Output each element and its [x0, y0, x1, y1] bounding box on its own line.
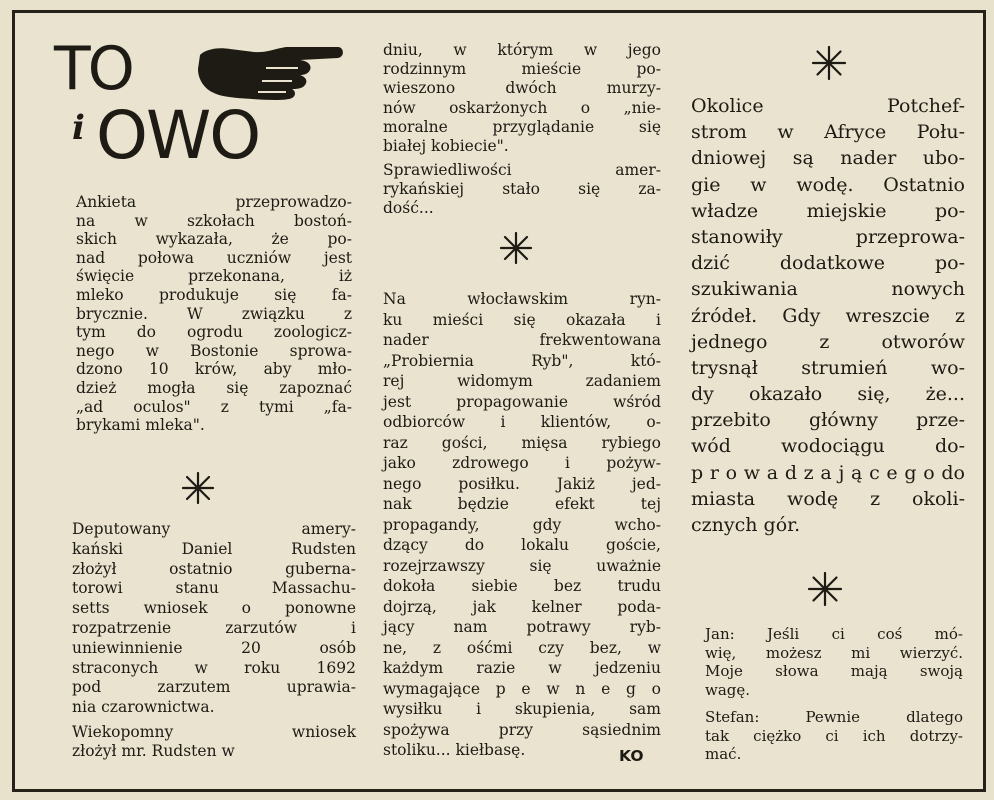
text-line: strom w Afryce Połu-: [691, 121, 965, 144]
asterisk-star-icon: [807, 571, 843, 607]
text-line: trysnął strumień wo-: [691, 356, 965, 379]
text-line: nia czarownictwa.: [72, 698, 215, 717]
paragraph-joke-jan: [705, 625, 963, 699]
text-line: dokoła siebie bez trudu: [383, 577, 661, 595]
text-line: „Probiernia Ryb", któ-: [383, 351, 661, 370]
paragraph-rudsten-motion: [72, 520, 356, 718]
text-line: przebito główny prze-: [691, 409, 965, 432]
paragraph-potchefstroom: [691, 93, 965, 538]
text-line: szukiwania nowych: [691, 278, 965, 301]
text-line: rozejrzawszy się uważnie: [383, 556, 661, 575]
text-line: wymagające p e w n e g o: [383, 679, 661, 698]
text-line: jący nam potrawy ryb-: [383, 618, 661, 636]
text-line: złożył mr. Rudsten w: [72, 742, 235, 760]
text-line: pod zarzutem uprawia-: [72, 678, 356, 697]
text-line: rej widomym zadaniem: [383, 372, 661, 390]
text-line: odbiorców i klientów, o-: [383, 413, 661, 431]
text-line: rykańskiej stało się za-: [383, 180, 661, 199]
masthead-to: TO: [54, 34, 132, 104]
text-line: dzący do lokalu goście,: [383, 536, 661, 554]
text-line: kański Daniel Rudsten: [72, 539, 356, 558]
text-line: setts wniosek o ponowne: [72, 599, 356, 618]
text-line: Ankieta przeprowadzo-: [76, 193, 352, 211]
paragraph-rudsten-continued: [72, 723, 356, 761]
text-line: mleko produkuje się fa-: [76, 285, 352, 304]
newspaper-clipping: [12, 10, 986, 792]
text-line: dojrzą, jak kelner poda-: [383, 597, 661, 616]
text-line: stanowiły przeprowa-: [691, 225, 965, 248]
text-line: jednego z otworów: [691, 330, 965, 353]
text-line: białej kobiecie".: [383, 136, 509, 155]
text-line: moralne przyglądanie się: [383, 117, 661, 136]
text-line: nak będzie efekt tej: [383, 495, 661, 513]
asterisk-star-icon: [181, 471, 215, 505]
text-line: Stefan: Pewnie dlatego: [705, 708, 963, 726]
text-line: uniewinnienie 20 osób: [72, 638, 356, 657]
text-line: skich wykazała, że po-: [76, 230, 352, 249]
masthead-owo: OWO: [96, 97, 260, 174]
text-line: tym do ogrodu zoologicz-: [76, 323, 352, 342]
paragraph-execution: [383, 41, 661, 156]
text-line: dy okazało się, że...: [691, 383, 965, 406]
text-line: wię, możesz mi wierzyć.: [705, 643, 963, 662]
text-line: brycznie. W związku z: [76, 304, 352, 323]
pointing-hand-icon: [196, 39, 346, 101]
text-line: rozpatrzenie zarzutów i: [72, 618, 356, 637]
text-line: jako zdrowego i pożyw-: [383, 454, 661, 472]
text-line: torowi stanu Massachu-: [72, 579, 356, 598]
text-line: tak ciężko ci ich dotrzy-: [705, 726, 963, 745]
text-line: każdym razie w jedzeniu: [383, 659, 661, 677]
text-line: święcie przekonana, iż: [76, 267, 352, 286]
text-line: Na włocławskim ryn-: [383, 290, 661, 308]
text-line: cznych gór.: [691, 514, 801, 536]
text-line: Moje słowa mają swoją: [705, 662, 963, 681]
text-line: dniu, w którym w jego: [383, 41, 661, 59]
text-line: propagandy, gdy wcho-: [383, 515, 661, 534]
text-line: straconych w roku 1692: [72, 658, 356, 677]
asterisk-star-icon: [499, 231, 533, 265]
text-line: nad połowa uczniów jest: [76, 248, 352, 267]
text-line: spożywa przy sąsiednim: [383, 720, 661, 739]
text-line: miasta wodę z okoli-: [691, 487, 965, 510]
asterisk-star-icon: [811, 45, 847, 81]
paragraph-fish-shop: [383, 289, 661, 761]
text-line: gie w wodę. Ostatnio: [691, 173, 965, 196]
paragraph-boston-survey: [76, 193, 352, 435]
text-line: wód wodociągu do-: [691, 435, 965, 458]
text-line: dzono 10 krów, aby mło-: [76, 360, 352, 379]
text-line: wieszono dwóch murzy-: [383, 79, 661, 98]
text-line: mać.: [705, 745, 742, 764]
text-line: nego w Bostonie sprowa-: [76, 341, 352, 360]
text-line: nego posiłku. Jakiż jed-: [383, 474, 661, 493]
text-line: źródeł. Gdy wreszcie z: [691, 304, 965, 327]
text-line: Sprawiedliwości amer-: [383, 161, 661, 179]
text-line: stoliku... kiełbasę.: [383, 741, 526, 759]
text-line: dość...: [383, 199, 434, 218]
text-line: złożył ostatnio guberna-: [72, 559, 356, 578]
text-line: raz gości, mięsa rybiego: [383, 433, 661, 452]
paragraph-joke-stefan: [705, 708, 963, 764]
text-line: „ad oculos" z tymi „fa-: [76, 397, 352, 416]
text-line: jest propagowanie wśród: [383, 392, 661, 411]
author-signature: KO: [619, 747, 644, 765]
text-line: władze miejskie po-: [691, 199, 965, 222]
text-line: na w szkołach bostoń-: [76, 211, 352, 230]
text-line: nów oskarżonych o „nie-: [383, 98, 661, 117]
paragraph-justice: [383, 161, 661, 219]
text-line: Wiekopomny wniosek: [72, 723, 356, 741]
text-line: brykami mleka".: [76, 416, 205, 435]
text-line: rodzinnym mieście po-: [383, 60, 661, 79]
text-line: nader frekwentowana: [383, 331, 661, 349]
masthead-i: i: [72, 108, 85, 148]
text-line: p r o w a d z a j ą c e g o do: [691, 461, 965, 484]
text-line: wagę.: [705, 680, 751, 699]
text-line: dniowej są nader ubo-: [691, 147, 965, 170]
text-line: Jan: Jeśli ci coś mó-: [705, 625, 963, 643]
text-line: Deputowany amery-: [72, 520, 356, 538]
text-line: ne, z ośćmi czy bez, w: [383, 638, 661, 657]
text-line: ku mieści się okazała i: [383, 310, 661, 329]
text-line: dzież mogła się zapoznać: [76, 378, 352, 397]
text-line: wysiłku i skupienia, sam: [383, 700, 661, 718]
text-line: dzić dodatkowe po-: [691, 252, 965, 275]
text-line: Okolice Potchef-: [691, 95, 965, 117]
